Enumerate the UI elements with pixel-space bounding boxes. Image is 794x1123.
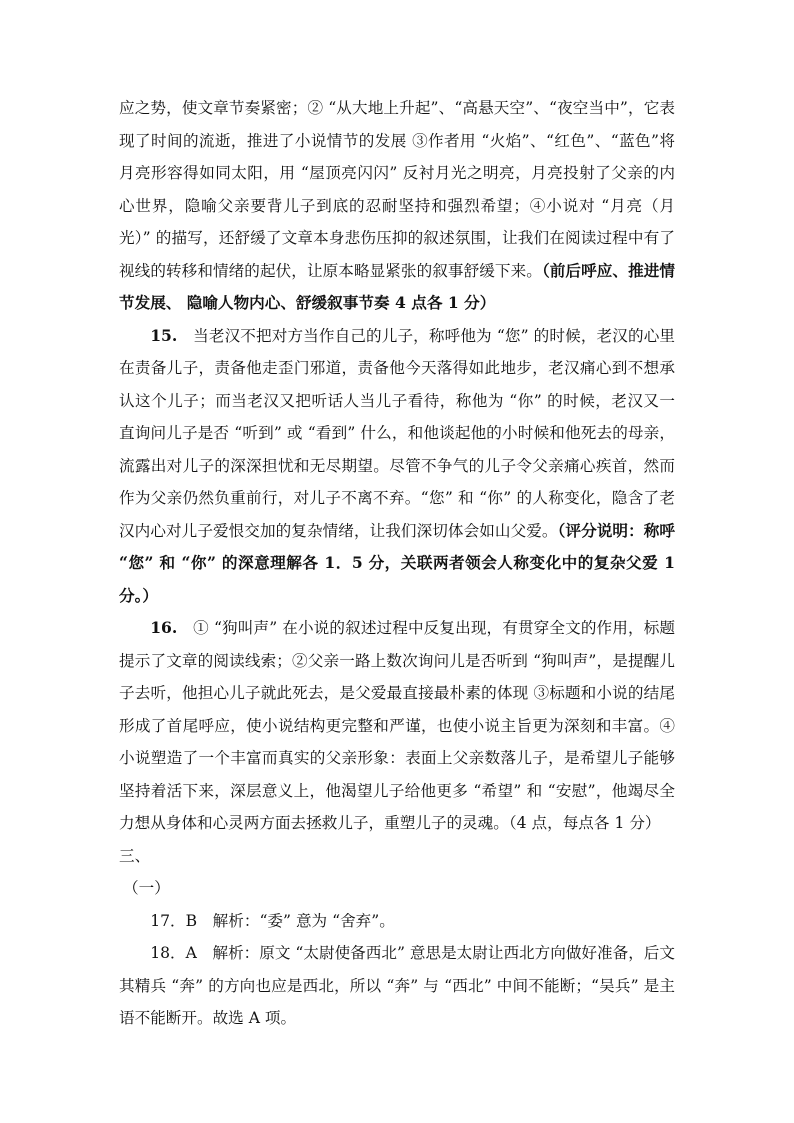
para-16 [119,612,675,840]
para-15 [119,320,675,613]
para-14-scoring-note: （前后呼应、推进情节发展、 隐喻人物内心、舒缓叙事节奏 4 点各 1 分） [119,260,675,312]
question-number-16: 16. [150,618,178,637]
para-14-body: 应之势，使文章节奏紧密；② “从大地上升起”、“高悬天空”、“夜空当中”，它表现了时间的流逝，推进了小说情节的发展 ③作者用 “火焰”、“红色”、“蓝色”将月亮形容得如同太阳，用 “屋顶亮闪闪” 反衬月光之明亮，月亮投射了父亲的内心世界，隐喻父亲要背儿子到底的忍耐坚持和强烈希望；④小说对 “月亮（月光）” 的描写，还舒缓了文章本身悲伤压抑的叙述氛围，让我们在阅读过程中有了视线的转移和情绪的起伏，让原本略显紧张的叙事舒缓下来。 [119,99,675,280]
para-14-continued [119,92,675,320]
answer-document [119,92,675,1035]
answer-17: 17．B 解析：“委” 意为 “舍弃”。 [150,911,395,930]
para-15-scoring-note: （评分说明：称呼 “您” 和 “你” 的深意理解各 1．5 分，关联两者领会人称变化中的复杂父爱 1 分。） [119,520,675,605]
para-15-body: 当老汉不把对方当作自己的儿子，称呼他为 “您” 的时候，老汉的心里在责备儿子，责备他走歪门邪道，责备他今天落得如此地步，老汉痛心到不想承认这个儿子；而当老汉又把听话人当儿子看待，称他为 “你” 的时候，老汉又一直询问儿子是否 “听到” 或 “看到” 什么，和他谈起他的小时候和他死去的母亲，流露出对儿子的深深担忧和无尽期望。尽管不争气的儿子令父亲痛心疾首，然而作为父亲仍然负重前行，对儿子不离不弃。“您” 和 “你” 的人称变化，隐含了老汉内心对儿子爱恨交加的复杂情绪，让我们深切体会如山父爱。 [119,326,675,540]
section-heading: 三、 [119,846,151,865]
answer-18: 18．A 解析：原文 “太尉使备西北” 意思是太尉让西北方向做好准备，后文其精兵 “奔” 的方向也应是西北，所以 “奔” 与 “西北” 中间不能断；“吴兵” 是主语不能断开。故选 A 项。 [119,944,675,1027]
subsection-heading: （一） [123,879,170,897]
question-number-15: 15. [150,325,178,345]
para-16-body: ① “狗叫声” 在小说的叙述过程中反复出现，有贯穿全文的作用，标题提示了文章的阅读线索；②父亲一路上数次询问儿是否听到 “狗叫声”，是提醒儿子去听，他担心儿子就此死去，是父爱最直接最朴素的体现 ③标题和小说的结尾形成了首尾呼应，使小说结构更完整和严谨，也使小说主旨更为深刻和丰富。④小说塑造了一个丰富而真实的父亲形象：表面上父亲数落儿子，是希望儿子能够坚持着活下来，深层意义上，他渴望儿子给他更多 “希望” 和 “安慰”，他竭尽全力想从身体和心灵两方面去拯救儿子，重塑儿子的灵魂。（4 点，每点各 1 分） [119,619,675,832]
